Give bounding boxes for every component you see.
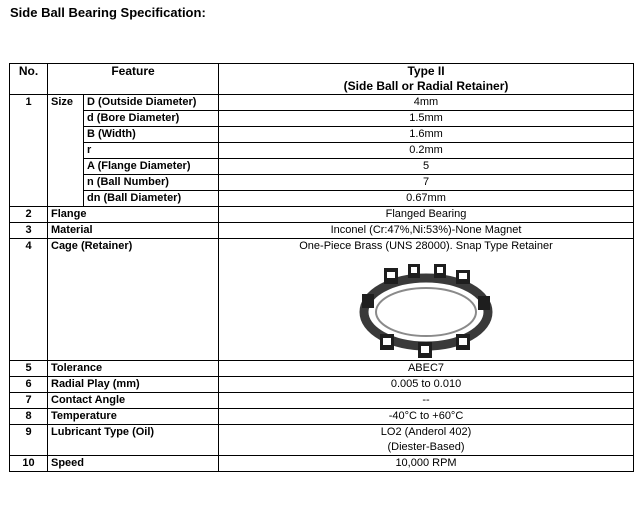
table-row: [10, 425, 634, 456]
row-feature: Speed: [48, 456, 219, 472]
row-number: 9: [10, 425, 48, 456]
specification-table: [9, 63, 634, 472]
table-header-row: [10, 64, 634, 95]
size-value: 1.5mm: [219, 111, 634, 127]
row-value: ABEC7: [219, 361, 634, 377]
row-value: Inconel (Cr:47%,Ni:53%)-None Magnet: [219, 223, 634, 239]
row-number: 3: [10, 223, 48, 239]
table-row: [10, 159, 634, 175]
size-value: 7: [219, 175, 634, 191]
row-number: 8: [10, 409, 48, 425]
table-row: [10, 393, 634, 409]
header-type-line1: Type II: [407, 64, 445, 78]
row-number: 7: [10, 393, 48, 409]
row-number: 4: [10, 239, 48, 361]
table-row: [10, 175, 634, 191]
lubricant-line2: (Diester-Based): [387, 441, 465, 453]
row-feature: Lubricant Type (Oil): [48, 425, 219, 456]
cage-retainer-image: [356, 262, 496, 360]
row-feature: Contact Angle: [48, 393, 219, 409]
size-feature: n (Ball Number): [84, 175, 219, 191]
row-feature: Flange: [48, 207, 219, 223]
table-row: [10, 191, 634, 207]
row-feature: Cage (Retainer): [48, 239, 219, 361]
size-value: 4mm: [219, 95, 634, 111]
table-row: [10, 223, 634, 239]
size-feature: D (Outside Diameter): [84, 95, 219, 111]
page-title: Side Ball Bearing Specification:: [10, 5, 206, 20]
row-number: 1: [10, 95, 48, 207]
row-feature: Radial Play (mm): [48, 377, 219, 393]
size-feature: B (Width): [84, 127, 219, 143]
row-number: 2: [10, 207, 48, 223]
table-row: [10, 409, 634, 425]
row-value: --: [219, 393, 634, 409]
table-row: [10, 456, 634, 472]
row-value: 0.005 to 0.010: [219, 377, 634, 393]
row-number: 6: [10, 377, 48, 393]
size-feature: d (Bore Diameter): [84, 111, 219, 127]
row-feature: Material: [48, 223, 219, 239]
row-feature: Temperature: [48, 409, 219, 425]
header-type: [219, 64, 634, 95]
row-feature: Tolerance: [48, 361, 219, 377]
table-row: [10, 361, 634, 377]
header-feature: Feature: [48, 64, 219, 95]
row-value: Flanged Bearing: [219, 207, 634, 223]
row-value: -40°C to +60°C: [219, 409, 634, 425]
table-row: [10, 207, 634, 223]
cage-value-cell: [219, 239, 634, 361]
table-row: [10, 239, 634, 361]
row-number: 10: [10, 456, 48, 472]
size-value: 1.6mm: [219, 127, 634, 143]
row-value: 10,000 RPM: [219, 456, 634, 472]
table-row: [10, 95, 634, 111]
size-feature: r: [84, 143, 219, 159]
row-number: 5: [10, 361, 48, 377]
size-value: 0.67mm: [219, 191, 634, 207]
table-row: [10, 143, 634, 159]
table-row: [10, 127, 634, 143]
header-type-line2: (Side Ball or Radial Retainer): [343, 79, 509, 93]
table-row: [10, 377, 634, 393]
size-value: 5: [219, 159, 634, 175]
header-no: No.: [10, 64, 48, 95]
lubricant-line1: LO2 (Anderol 402): [380, 426, 472, 438]
size-feature: dn (Ball Diameter): [84, 191, 219, 207]
table-row: [10, 111, 634, 127]
size-value: 0.2mm: [219, 143, 634, 159]
size-feature: A (Flange Diameter): [84, 159, 219, 175]
row-value: One-Piece Brass (UNS 28000). Snap Type Retainer: [299, 240, 553, 252]
size-label: Size: [48, 95, 84, 207]
row-value: [219, 425, 634, 456]
